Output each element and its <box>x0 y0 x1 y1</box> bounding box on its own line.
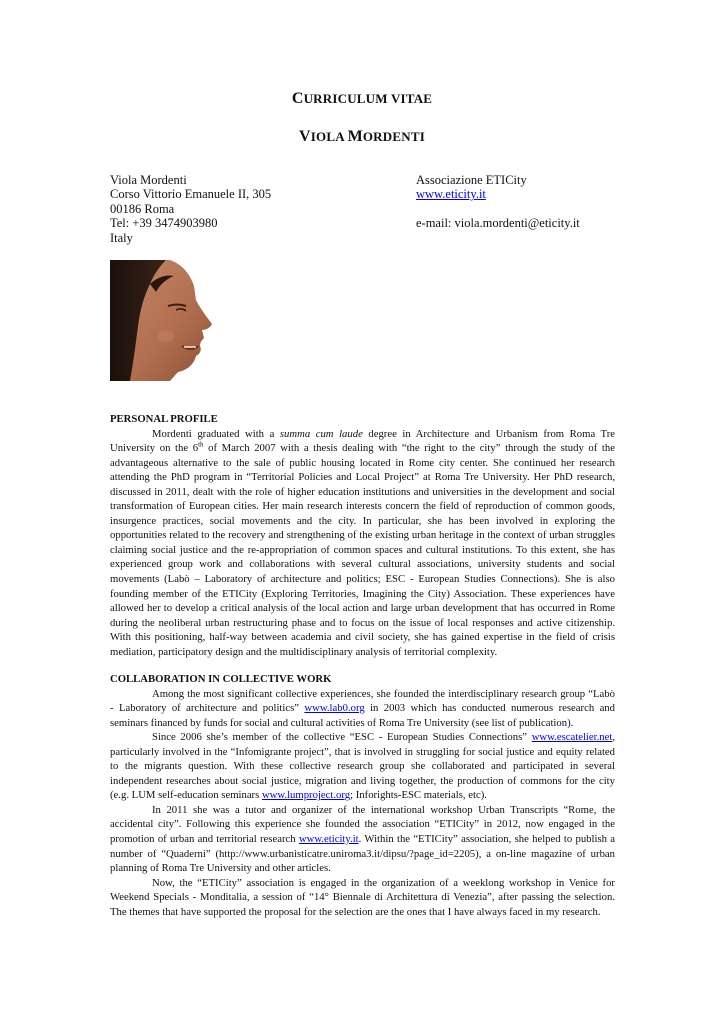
name-initial-last: M <box>347 128 363 145</box>
collaboration-paragraph-1: Among the most significant collective experiences, she founded the interdisciplinary research group “Labò - Laboratory of architecture and politics” www.lab0.org in 2003 which has conducted numerous research and seminars financed by funds for social and cultural activities of Roma Tre University (see list of publication). <box>110 687 615 729</box>
personal-profile-heading: PERSONAL PROFILE <box>110 413 218 425</box>
org-name: Associazione ETICity <box>416 173 527 187</box>
collaboration-paragraph-3: In 2011 she was a tutor and organizer of the international workshop Urban Transcripts “Rome, the accidental city”. Following this experience she founded the association “ETICity” in 2012, now engaged in the promotion of urban and territorial research www.eticity.it. Within the “ETICity” association, she helped to publish a number of “Quaderni” (http://www.urbanisticatre.uniroma3.it/dipsu/?page_id=2205), a on-line magazine of urban planning of Roma Tre University and other articles. <box>110 803 615 875</box>
collaboration-paragraph-4: Now, the “ETICity” association is engaged in the organization of a weeklong workshop in Venice for Weekend Specials - Monditalia, a session of “14° Biennale di Architettura di Venezia”, after passing the selection. The themes that have supported the proposal for the selection are the ones that I have always faced in my research. <box>110 876 615 918</box>
person-name-title <box>0 128 724 146</box>
collaboration-paragraph-2: Since 2006 she’s member of the collective “ESC - European Studies Connections” www.escatelier.net, particularly involved in the “Infomigrante project”, that is involved in struggling for social justice and equity related to the migrants question. With these collective research group she collaborated and participated in several independent researches about social justice, migration and living together, the production of commons for the city (e.g. LUM self-education seminars www.lumproject.org; Inforights-ESC materials, etc). <box>110 731 615 802</box>
contact-name: Viola Mordenti <box>110 173 187 187</box>
title-rest: URRICULUM VITAE <box>303 91 433 106</box>
organization-block <box>416 173 580 231</box>
collaboration-heading: COLLABORATION IN COLLECTIVE WORK <box>110 673 332 685</box>
contact-city: 00186 Roma <box>110 201 175 216</box>
lab0-link[interactable]: www.lab0.org <box>304 702 365 715</box>
name-initial-first: V <box>299 128 311 145</box>
title-initial: C <box>291 90 304 107</box>
contact-country: Italy <box>110 230 133 245</box>
portrait-photo <box>110 260 214 381</box>
contact-tel: Tel: +39 3474903980 <box>110 216 218 231</box>
name-rest-first: IOLA <box>310 129 348 144</box>
document-title <box>0 90 724 108</box>
personal-profile-section <box>110 412 615 659</box>
personal-profile-paragraph: Mordenti graduated with a summa cum laude degree in Architecture and Urbanism from Roma Tre University on the 6th of March 2007 with a thesis dealing with “the right to the city” through the study of the advantageous alternative to the sale of public housing located in Rome city center. She continued her research attending the PhD program in “Territorial Policies and Local Project” at Roma Tre University. Her PhD research, discussed in 2011, dealt with the role of higher education institutions and universities in the development and social transformation of European cities. Her main research interests concern the field of reproduction of common goods, insurgence practices, social movements and the city. In particular, she has been involved in exploring the opportunities related to the recovery and strengthening of the existing urban heritage in the context of urban struggles claiming social justice and the re-appropriation of common spaces and cultural institutions. To this extent, she has experienced group work and collaborations with several cultural associations, university students and social movements (Labò – Laboratory of architecture and politics; ESC - European Studies Connections). She is also founding member of the ETICity (Exploring Territories, Imagining the City) Association. These experiences have allowed her to develop a critical analysis of the local action and large urban development that has occurred in Rome during the neoliberal urban restructuring phase and to focus on the issue of local responses and active citizenship. With this positioning, half-way between academia and civil society, she has gained expertise in the field of crisis mediation, participatory design and the multidisciplinary analysis of territorial complexity. <box>110 427 616 658</box>
eticity-link[interactable]: www.eticity.it <box>298 833 359 846</box>
org-website-link[interactable]: www.eticity.it <box>416 187 486 202</box>
org-email: e-mail: viola.mordenti@eticity.it <box>416 216 580 231</box>
portrait-icon <box>110 260 214 381</box>
lumproject-link[interactable]: www.lumproject.org <box>261 789 351 802</box>
contact-street: Corso Vittorio Emanuele II, 305 <box>110 187 272 202</box>
escatelier-link[interactable]: www.escatelier.net <box>531 731 613 744</box>
name-rest-last: ORDENTI <box>362 129 425 144</box>
collaboration-section <box>110 672 615 919</box>
personal-address-block <box>110 173 271 245</box>
